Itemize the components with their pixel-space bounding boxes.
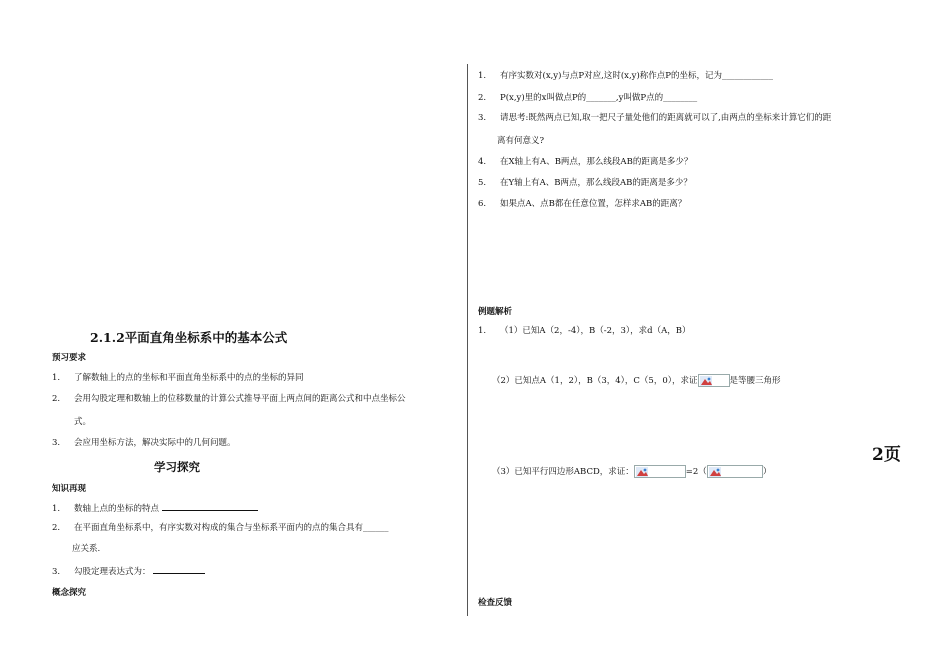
item-number: 3.: [52, 438, 61, 448]
example-2: [492, 374, 781, 387]
item-text: 请思考:既然两点已知,取一把尺子量处他们的距离就可以了,由两点的坐标来计算它们的距: [500, 113, 832, 123]
item-number: 6.: [478, 199, 487, 209]
right-item-4: [478, 157, 692, 168]
item-text: （1）已知A（2，-4），B（-2，3），求d（A，B）: [500, 326, 691, 336]
item-number: 2.: [52, 523, 61, 533]
knowledge-item-2-cont: 应关系.: [72, 544, 101, 554]
right-item-3-cont: 离有何意义?: [497, 136, 545, 146]
item-number: 1.: [52, 373, 61, 383]
blank-line: [162, 502, 258, 511]
preview-item-3: [52, 438, 236, 449]
right-item-3: [478, 113, 831, 124]
formula-image-icon: [634, 465, 686, 478]
right-item-6: [478, 199, 686, 210]
example-2-text-after: 是等腰三角形: [729, 376, 781, 386]
knowledge-heading: 知识再现: [52, 484, 87, 494]
page-number: 2页: [872, 445, 901, 465]
preview-item-1: [52, 373, 304, 384]
item-text: P(x,y)里的x叫做点P的_______,y叫做P点的________: [500, 93, 698, 103]
knowledge-item-3: [52, 565, 205, 578]
item-number: 1.: [478, 71, 487, 81]
item-number: 2.: [52, 394, 61, 404]
right-item-5: [478, 178, 692, 189]
preview-item-2: [52, 394, 406, 405]
example-heading: 例题解析: [478, 307, 513, 317]
example-1: [478, 326, 691, 337]
item-number: 4.: [478, 157, 487, 167]
item-text: 有序实数对(x,y)与点P对应,这时(x,y)称作点P的坐标，记为____________: [500, 71, 774, 81]
concept-heading: 概念探究: [52, 588, 87, 598]
item-text: 如果点A、点B都在任意位置，怎样求AB的距离？: [500, 199, 687, 209]
section-title: 2.1.2平面直角坐标系中的基本公式: [90, 330, 288, 345]
formula-image-icon: [707, 465, 763, 478]
example-3-text-after: ）: [762, 467, 772, 477]
item-text: 会应用坐标方法，解决实际中的几何问题。: [74, 438, 236, 448]
item-text: 了解数轴上的点的坐标和平面直角坐标系中的点的坐标的异同: [74, 373, 304, 383]
item-text: 会用勾股定理和数轴上的位移数量的计算公式推导平面上两点间的距离公式和中点坐标公: [74, 394, 406, 404]
item-number: 3.: [478, 113, 487, 123]
item-text: 在X轴上有A、B两点，那么线段AB的距离是多少？: [500, 157, 693, 167]
study-title: 学习探究: [154, 460, 200, 474]
item-text: 数轴上点的坐标的特点: [74, 504, 160, 514]
item-text: 在平面直角坐标系中，有序实数对构成的集合与坐标系平面内的点的集合具有______: [74, 523, 389, 533]
item-text: 勾股定理表达式为：: [74, 567, 151, 577]
right-item-1: [478, 71, 773, 82]
formula-image-icon: [698, 374, 730, 387]
blank-line: [153, 565, 205, 574]
item-number: 1.: [52, 504, 61, 514]
item-text: 在Y轴上有A、B两点，那么线段AB的距离是多少？: [500, 178, 692, 188]
item-number: 1.: [478, 326, 487, 336]
knowledge-item-1: [52, 502, 258, 515]
example-3-text-middle: =2（: [685, 467, 707, 477]
preview-item-2-cont: 式。: [74, 417, 92, 427]
item-number: 2.: [478, 93, 487, 103]
item-number: 5.: [478, 178, 487, 188]
preview-heading: 预习要求: [52, 353, 87, 363]
column-divider: [467, 64, 468, 616]
example-2-text: （2）已知点A（1，2），B（3，4），C（5，0），求证: [492, 376, 698, 386]
item-number: 3.: [52, 567, 61, 577]
feedback-heading: 检查反馈: [478, 598, 513, 608]
example-3-text: （3）已知平行四边形ABCD，求证：: [492, 467, 634, 477]
example-3: [492, 465, 771, 478]
right-item-2: [478, 93, 697, 104]
knowledge-item-2: [52, 523, 389, 534]
